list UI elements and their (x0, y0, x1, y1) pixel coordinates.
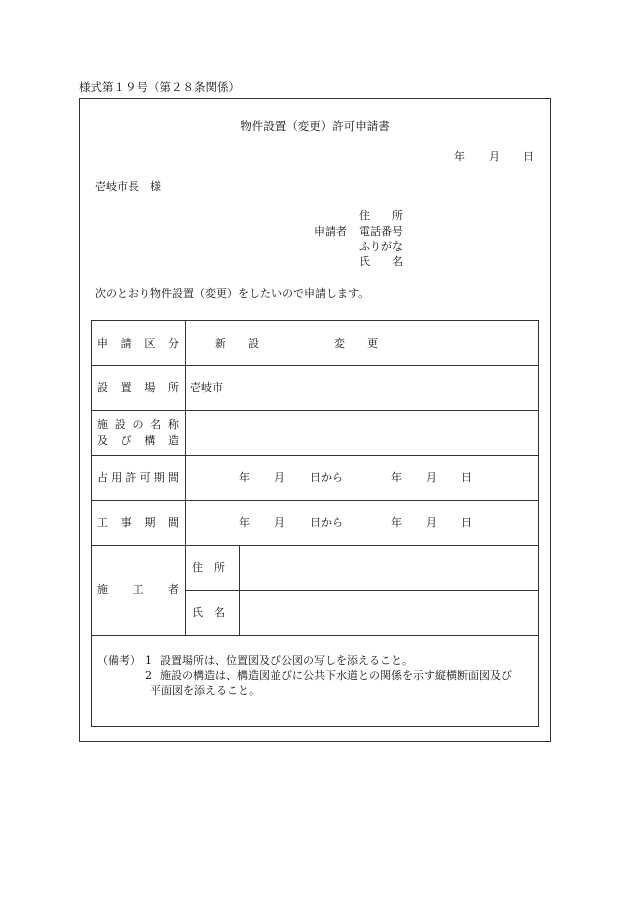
label-char: 設 (114, 418, 126, 431)
form-number-label: 様式第１９号（第２８条関係） (79, 80, 240, 94)
label-char: 造 (167, 434, 179, 447)
column-divider (239, 545, 240, 635)
shisetsu-value[interactable] (190, 415, 534, 450)
basho-value[interactable]: 壱岐市 (190, 381, 223, 394)
senyo-day1: 日から (310, 471, 343, 484)
row-divider (91, 545, 539, 546)
koji-day2: 日 (461, 516, 472, 529)
koji-month1: 月 (274, 516, 285, 529)
label-char: 間 (167, 516, 179, 529)
kubun-option-new[interactable]: 新 設 (215, 337, 259, 350)
senyo-year2: 年 (391, 471, 402, 484)
note-2-text-line1: 施設の構造は、構造図並びに公共下水道との関係を示す縦横断面図及び (160, 669, 512, 682)
kubun-option-change[interactable]: 変 更 (334, 337, 378, 350)
koji-year2: 年 (391, 516, 402, 529)
label-char: 場 (144, 381, 156, 394)
applicant-furigana-label: ふりがな (359, 240, 403, 253)
row-divider (91, 455, 539, 456)
label-char: 置 (120, 381, 132, 394)
label-char: 設 (97, 381, 108, 394)
koji-year1: 年 (239, 516, 250, 529)
label-char: 工 (132, 583, 144, 596)
senyo-month1: 月 (274, 471, 285, 484)
applicant-phone-label: 電話番号 (359, 225, 403, 238)
applicant-name-label: 氏 名 (359, 255, 403, 268)
sekosha-name-label: 氏 名 (192, 606, 225, 619)
shisetsu-label-line2 (97, 435, 179, 446)
notes-label: （備考） (97, 654, 141, 667)
row-divider (91, 365, 539, 366)
applicant-label: 申請者 (314, 225, 347, 238)
label-char: 請 (120, 337, 132, 350)
label-char: 施 (97, 418, 108, 431)
addressee: 壱岐市長 様 (95, 180, 161, 193)
senyo-year1: 年 (239, 471, 250, 484)
label-char: の (132, 418, 144, 431)
shisetsu-label-line1 (97, 419, 179, 430)
kubun-label (97, 338, 179, 349)
label-char: 分 (167, 337, 179, 350)
label-char: 期 (153, 471, 165, 484)
sekosha-address-value[interactable] (244, 549, 534, 586)
label-char: 施 (97, 583, 108, 596)
note-1-text: 設置場所は、位置図及び公図の写しを添えること。 (160, 654, 413, 667)
date-month: 月 (489, 150, 500, 163)
senyo-month2: 月 (426, 471, 437, 484)
label-char: 構 (144, 434, 156, 447)
note-2-number: 2 (145, 669, 152, 682)
note-2-text-line2: 平面図を添えること。 (150, 684, 260, 697)
koji-day1: 日から (310, 516, 343, 529)
label-char: 用 (111, 471, 123, 484)
label-char: 者 (168, 583, 179, 596)
row-divider (91, 635, 539, 636)
form-title: 物件設置（変更）許可申請書 (240, 119, 390, 133)
koji-month2: 月 (426, 516, 437, 529)
label-char: 間 (167, 471, 179, 484)
label-char: 工 (97, 516, 108, 529)
sekosha-label (97, 584, 179, 595)
label-char: 及 (97, 434, 108, 447)
row-divider (91, 410, 539, 411)
label-char: 区 (144, 337, 156, 350)
label-char: 占 (97, 471, 108, 484)
date-year: 年 (454, 150, 465, 163)
label-char: 所 (167, 381, 179, 394)
intro-text: 次のとおり物件設置（変更）をしたいので申請します。 (95, 287, 370, 300)
label-char: 可 (139, 471, 151, 484)
senyo-day2: 日 (461, 471, 472, 484)
note-1-number: 1 (145, 654, 152, 667)
label-char: 名 (150, 418, 162, 431)
sekosha-name-value[interactable] (244, 594, 534, 631)
label-char: 期 (144, 516, 156, 529)
label-char: 称 (168, 418, 179, 431)
date-day: 日 (523, 150, 534, 163)
label-char: 事 (120, 516, 132, 529)
applicant-address-label: 住 所 (359, 209, 403, 222)
label-char: 許 (125, 471, 137, 484)
column-divider (185, 320, 186, 635)
basho-label (97, 382, 179, 393)
sekosha-address-label: 住 所 (192, 561, 225, 574)
senyo-label (97, 472, 179, 483)
row-divider (91, 500, 539, 501)
koji-label (97, 517, 179, 528)
label-char: 申 (97, 337, 108, 350)
label-char: び (120, 434, 132, 447)
